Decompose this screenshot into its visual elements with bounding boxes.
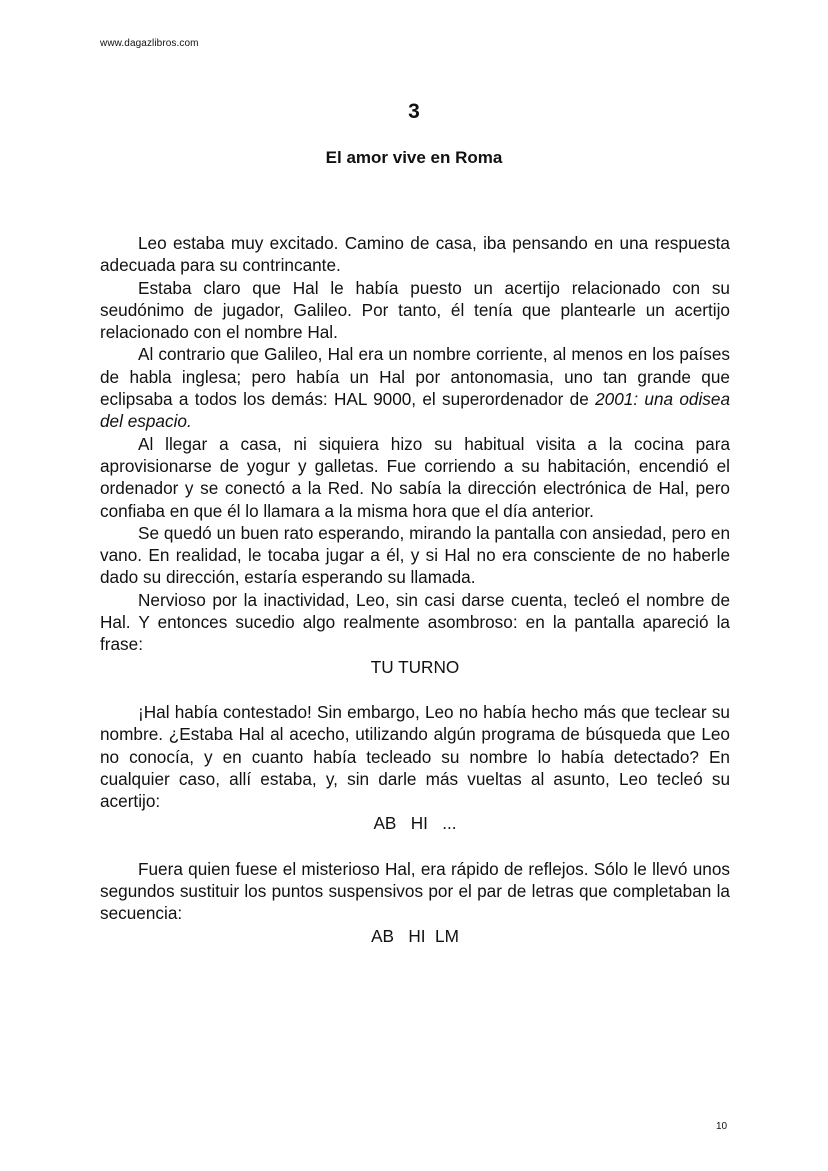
paragraph: Al llegar a casa, ni siquiera hizo su habitual visita a la cocina para aprovisionarse de yogur y galletas. Fue corriendo a su habitación, encendió el ordenador y se conectó a la Red. No sabía la dirección electrónica de Hal, pero confiaba en que él lo llamara a la misma hora que el día anterior. bbox=[100, 433, 730, 521]
paragraph bbox=[100, 343, 730, 432]
page-number: 10 bbox=[716, 1121, 728, 1132]
site-url: www.dagazlibros.com bbox=[100, 38, 199, 49]
paragraph: ¡Hal había contestado! Sin embargo, Leo no había hecho más que teclear su nombre. ¿Estaba Hal al acecho, utilizando algún programa de búsqueda que Leo no conocía, y en cuanto había tecleado su nombre lo había detectado? En cualquier caso, allí estaba, y, sin darle más vueltas al asunto, Leo tecleó su acertijo: bbox=[100, 701, 730, 812]
riddle-sequence: AB HI ... bbox=[373, 813, 457, 834]
book-title-italic: 2001: una odisea del espacio. bbox=[100, 389, 731, 432]
chapter-number: 3 bbox=[408, 100, 420, 123]
paragraph: Nervioso por la inactividad, Leo, sin casi darse cuenta, tecleó el nombre de Hal. Y entonces sucedio algo realmente asombroso: en la pantalla apareció la frase: bbox=[100, 589, 730, 655]
body-text bbox=[100, 232, 730, 947]
completed-sequence: AB HI LM bbox=[371, 925, 459, 946]
chapter-title: El amor vive en Roma bbox=[325, 148, 503, 167]
paragraph: Se quedó un buen rato esperando, mirando la pantalla con ansiedad, pero en vano. En realidad, le tocaba jugar a él, y si Hal no era consciente de no haberle dado su dirección, estaría esperando su llamada. bbox=[100, 522, 730, 588]
paragraph-text: Al contrario que Galileo, Hal era un nombre corriente, al menos en los países de habla inglesa; pero había un Hal por antonomasia, uno tan grande que eclipsaba a todos los demás: HAL 9000, el superordenador de bbox=[100, 344, 730, 410]
paragraph: Fuera quien fuese el misterioso Hal, era rápido de reflejos. Sólo le llevó unos segundos sustituir los puntos suspensivos por el par de letras que completaban la secuencia: bbox=[100, 858, 730, 924]
paragraph: Leo estaba muy excitado. Camino de casa, iba pensando en una respuesta adecuada para su contrincante. bbox=[100, 233, 730, 276]
screen-phrase: TU TURNO bbox=[370, 656, 460, 677]
paragraph: Estaba claro que Hal le había puesto un acertijo relacionado con su seudónimo de jugador, Galileo. Por tanto, él tenía que plantearle un acertijo relacionado con el nombre Hal. bbox=[100, 277, 730, 343]
